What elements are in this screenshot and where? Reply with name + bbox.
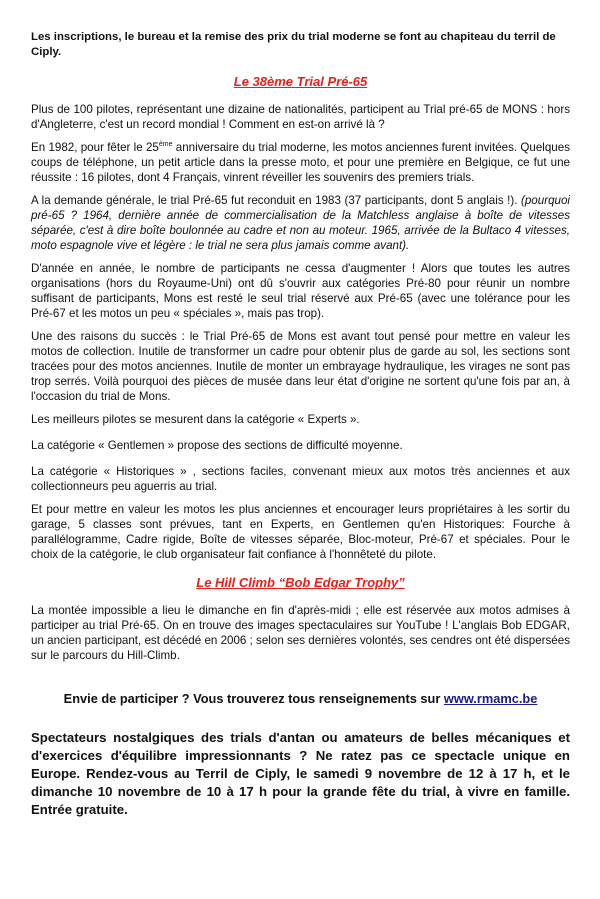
- paragraph-success: Une des raisons du succès : le Trial Pré-65 de Mons est avant tout pensé pour mettre en valeur les motos de collection. Inutile de transformer un cadre pour obtenir plus de garde au sol, les sections sont tracées pour des motos anciennes. Inutile de monter un embrayage hydraulique, les virages ne sont pas trop serrés. Voilà pourquoi des pièces de musée dans leur état d'origine ne sortent qu'une fois par an, à l'occasion du trial de Mons.: [31, 330, 570, 403]
- paragraph-experts: Les meilleurs pilotes se mesurent dans la catégorie « Experts ».: [31, 413, 360, 426]
- section-title-trial-pre65: Le 38ème Trial Pré-65: [233, 74, 368, 89]
- paragraph-1982-rest: anniversaire du trial moderne, les motos anciennes furent invitées. Quelques coups de téléphone, un petit article dans la presse moto, et pour une première en Belgique, ce fut une réussite : 16 pilotes, dont 4 Français, vinrent réveiller les souvenirs des premiers trials.: [31, 141, 571, 184]
- paragraph-1982: [31, 140, 570, 185]
- website-link[interactable]: www.rmamc.be: [443, 691, 538, 706]
- intro-paragraph: Les inscriptions, le bureau et la remise des prix du trial moderne se font au chapiteau du terril de Ciply.: [31, 31, 556, 58]
- paragraph-pilots: Plus de 100 pilotes, représentant une dizaine de nationalités, participent au Trial pré-65 de MONS : hors d'Angleterre, c'est un record mondial ! Comment en est-on arrivé là ?: [31, 103, 570, 131]
- cta-text: Envie de participer ? Vous trouverez tous renseignements sur: [63, 691, 444, 706]
- call-to-action: [31, 691, 570, 707]
- paragraph-hill-climb: La montée impossible a lieu le dimanche en fin d'après-midi ; elle est réservée aux motos admises à participer au trial Pré-65. On en trouve des images spectaculaires sur YouTube ! L'anglais Bob EDGAR, un ancien participant, est décédé en 2006 ; selon ses dernières volontés, ses cendres ont été dispersées sur le parcours du Hill-Climb.: [31, 604, 570, 662]
- paragraph-1983: [31, 193, 570, 253]
- paragraph-historiques: La catégorie « Historiques » , sections faciles, convenant mieux aux motos très anciennes et aux collectionneurs peu aguerris au trial.: [31, 465, 570, 493]
- superscript-eme: ème: [158, 141, 173, 149]
- section-title-hill-climb: Le Hill Climb “Bob Edgar Trophy”: [196, 575, 405, 590]
- closing-paragraph: Spectateurs nostalgiques des trials d'antan ou amateurs de belles mécaniques et d'exercices d'équilibre impressionnants ? Ne ratez pas ce spectacle unique en Europe. Rendez-vous au Terril de Ciply, le samedi 9 novembre de 12 à 17 h, et le dimanche 10 novembre de 10 à 17 h pour la grande fête du trial, à vivre en famille. Entrée gratuite.: [31, 730, 570, 817]
- paragraph-classes: Et pour mettre en valeur les motos les plus anciennes et encourager leurs propriétaires à les sortir du garage, 5 classes sont prévues, tant en Experts, en Gentlemen qu'en Historiques: Fourche à parallélogramme, Cadre rigide, Boîte de vitesses séparée, Bloc-moteur, Pré-67 et spéciales. Pour le choix de la catégorie, le club organisateur fait confiance à l'honnêteté du pilote.: [31, 503, 570, 561]
- paragraph-1983-text: A la demande générale, le trial Pré-65 fut reconduit en 1983 (37 participants, dont 5 anglais !).: [31, 194, 521, 207]
- paragraph-gentlemen: La catégorie « Gentlemen » propose des sections de difficulté moyenne.: [31, 439, 403, 452]
- paragraph-growth: D'année en année, le nombre de participants ne cessa d'augmenter ! Alors que toutes les autres organisations (hors du Royaume-Uni) ont dû s'ouvrir aux catégories Pré-80 pour réunir un nombre suffisant de participants, Mons est resté le seul trial réservé aux Pré-65 (avec une tolérance pour les Pré-67 et les motos un peu « spéciales », mais pas trop).: [31, 262, 570, 320]
- paragraph-1983-italic-note: (pourquoi pré-65 ? 1964, dernière année de commercialisation de la Matchless anglaise à boîte de vitesses séparée, c'est à dire boîte boulonnée au cadre et non au moteur. 1965, arrivée de la Bultaco 4 vitesses, moto espagnole vive et légère : le trial ne sera plus jamais comme avant).: [31, 194, 570, 252]
- paragraph-1982-start: En 1982, pour fêter le 25: [31, 141, 159, 154]
